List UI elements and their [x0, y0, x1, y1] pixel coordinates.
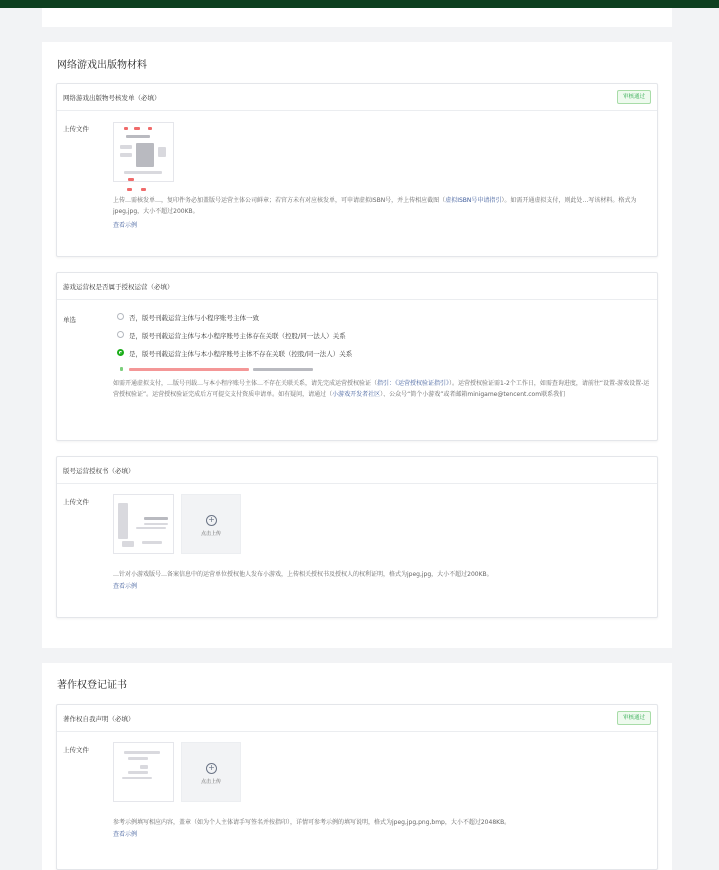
uploaded-file-thumbnail[interactable] — [113, 122, 174, 182]
radio-option-no[interactable] — [117, 313, 259, 323]
panel-title: 网络游戏出版物号核发单（必填） — [63, 94, 161, 102]
license-authorization-panel — [56, 456, 658, 618]
status-badge: 审核通过 — [617, 90, 651, 104]
top-header-bar — [0, 0, 719, 8]
upload-field-label: 上传文件 — [63, 746, 89, 754]
panel-header — [57, 273, 657, 300]
radio-label: 是，版号刊载运营主体与本小程序账号主体存在关联（控股/同一法人）关系 — [129, 332, 346, 340]
copyright-declaration-panel — [56, 704, 658, 870]
isbn-approval-panel — [56, 83, 658, 257]
authorization-description: 如需开通虚拟支付，…版号刊载…与本小程序账号主体…不存在关联关系，请先完成运营授权验证（指引：《运营授权验证指引》）。运营授权验证需1-2个工作日，如需查询进度，请前往“设置-游戏设置-运营授权验证”。运营授权验证完成后方可提交支付资质申请单。如有疑问，请通过（小游戏开发者社区）、公众号“简个小游戏”或者邮箱minigame@tencent.com联系我们 — [113, 380, 650, 398]
status-badge: 审核通过 — [617, 711, 651, 725]
upload-description: 参考示例填写相应内容，盖章（如为个人主体请手写签名并按指印），详情可参考示例的填写说明，格式为jpeg,jpg,png,bmp，大小不超过2048KB。 — [113, 819, 511, 826]
panel-header — [57, 705, 657, 732]
single-choice-label: 单选 — [63, 316, 76, 324]
panel-title: 游戏运营权是否属于授权运营（必填） — [63, 283, 174, 291]
community-link[interactable]: 小游戏开发者社区 — [332, 391, 381, 398]
view-example-link[interactable]: 查看示例 — [113, 831, 138, 838]
upload-description: …针对小游戏版号…备案信息中的运营单位授权他人发布小游戏，上传相关授权书及授权人的权利证明，格式为jpeg,jpg，大小不超过200KB。 — [113, 571, 493, 578]
isbn-guide-link[interactable]: 虚拟ISBN号申请指引 — [445, 197, 502, 204]
previous-section-card — [42, 8, 672, 27]
redacted-mark — [141, 188, 146, 191]
upload-button[interactable] — [181, 494, 241, 554]
panel-title: 著作权自我声明（必填） — [63, 715, 135, 723]
upload-field-label: 上传文件 — [63, 498, 89, 506]
upload-button-label: 点击上传 — [200, 531, 221, 537]
section-title: 网络游戏出版物材料 — [57, 60, 147, 71]
radio-option-unrelated[interactable] — [117, 349, 352, 359]
authorization-panel — [56, 272, 658, 441]
upload-button-label: 点击上传 — [200, 779, 221, 785]
redacted-mark — [127, 188, 132, 191]
upload-field-label: 上传文件 — [63, 125, 89, 133]
uploaded-file-thumbnail[interactable] — [113, 742, 174, 802]
panel-header — [57, 457, 657, 484]
view-example-link[interactable]: 查看示例 — [113, 222, 138, 229]
radio-label: 否，版号刊载运营主体与小程序账号主体一致 — [129, 314, 259, 322]
view-example-link[interactable]: 查看示例 — [113, 583, 138, 590]
radio-circle-selected[interactable] — [117, 349, 124, 356]
publication-materials-section — [42, 42, 672, 648]
panel-title: 版号运营授权书（必填） — [63, 467, 135, 475]
upload-button[interactable] — [181, 742, 241, 802]
panel-header — [57, 84, 657, 111]
auth-guide-link[interactable]: 指引：《运营授权验证指引》 — [377, 380, 450, 387]
redacted-line — [129, 368, 249, 371]
radio-circle[interactable] — [117, 331, 124, 338]
plus-icon: + — [206, 515, 217, 526]
copyright-certificate-section — [42, 663, 672, 870]
redacted-line — [253, 368, 313, 371]
radio-circle[interactable] — [117, 313, 124, 320]
plus-icon: + — [206, 763, 217, 774]
upload-description: 上传…需核发单…，复印件务必加盖版号运营主体公司鲜章；若官方未有对应核发单，可申请虚拟ISBN号，并上传相应截图（虚拟ISBN号申请指引）。如需开通虚拟支付，则此处…写该材料。格式为jpeg,jpg，大小不超过200KB。 — [113, 197, 637, 215]
radio-option-related[interactable] — [117, 331, 346, 341]
section-title: 著作权登记证书 — [57, 680, 127, 691]
uploaded-file-thumbnail[interactable] — [113, 494, 174, 554]
radio-label: 是，版号刊载运营主体与本小程序账号主体不存在关联（控股/同一法人）关系 — [129, 350, 353, 358]
redacted-line — [120, 367, 123, 371]
